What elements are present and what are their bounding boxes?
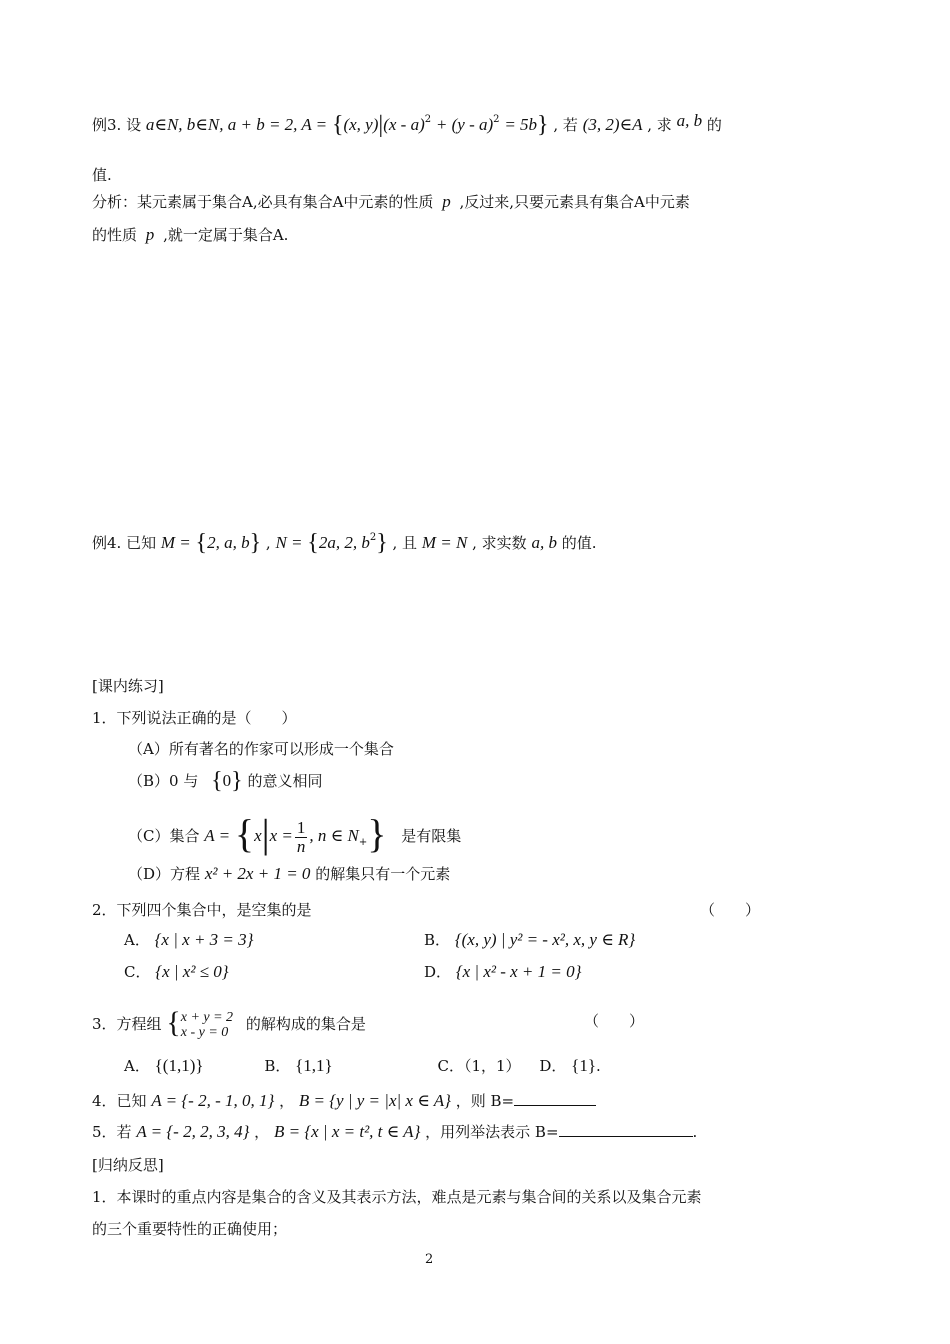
q3-option-b: {1,1} [295, 1056, 333, 1075]
example-3-point: (3, 2)∈A [582, 115, 643, 134]
set-element: (x, y) [343, 115, 379, 134]
q4-answer-blank[interactable] [514, 1091, 596, 1106]
set-n-elements: 2a, 2, b [318, 533, 370, 552]
question-3: 3．方程组 { x + y = 2 x - y = 0 的解构成的集合是 [92, 1006, 366, 1040]
analysis-line-1: 分析：某元素属于集合A,必具有集合A中元素的性质 p ,反过来,只要元素具有集合A中元素 [92, 192, 690, 211]
property-p: p [145, 225, 155, 244]
set-condition-part-1: (x - a) [383, 115, 425, 134]
question-2: 2．下列四个集合中，是空集的是 [92, 901, 312, 919]
q2-option-a: A． {x | x + 3 = 3} [124, 930, 254, 949]
property-p: p [442, 192, 451, 211]
analysis-line-2: 的性质 p ,就一定属于集合A. [92, 225, 289, 244]
example-3-label: 例3. 设 [92, 116, 142, 134]
q2-answer-paren: （ ） [700, 901, 761, 919]
q1-option-d: （D）方程 x² + 2x + 1 = 0 的解集只有一个元素 [128, 864, 451, 883]
page-number: 2 [425, 1252, 434, 1267]
example-4-label: 例4. 已知 [92, 534, 157, 552]
q3-answer-paren: （ ） [584, 1012, 645, 1030]
q3-options: A． {(1,1)} B． {1,1} C．（1，1） D． {1}. [124, 1056, 601, 1075]
q1-option-a: （A）所有著名的作家可以形成一个集合 [128, 740, 394, 758]
question-5: 5．若 A = {- 2, 2, 3, 4} ， B = {x | x = t², t ∈ A} ，用列举法表示 B= . [92, 1122, 698, 1141]
summary-line-2: 的三个重要特性的正确使用； [92, 1220, 288, 1238]
example-3-condition: a∈N, b∈N, a + b = 2, A = [145, 115, 328, 134]
set-condition-part-2: + (y - a) [435, 115, 494, 134]
example-3-line-1: 例3. 设 a∈N, b∈N, a + b = 2, A = {(x, y)|(x - a)$^2$ + (y - a)$^2$ = 5b} , 若 (3, 2)∈A , 求 a, b 的 [92, 111, 722, 138]
question-1: 1．下列说法正确的是（ ） [92, 709, 297, 727]
q2-option-b: B． {(x, y) | y² = - x², x, y ∈ R} [424, 930, 636, 949]
example-3-vars: a, b [676, 111, 703, 130]
q1-option-c: （C）集合 A = {x|x = $\frac{1}{n}$ , n ∈ $N_+$} 是有限集 [128, 811, 462, 856]
equation-system: x + y = 2 x - y = 0 [180, 1010, 234, 1040]
q3-option-d: {1} [571, 1056, 596, 1075]
q2-option-c: C． {x | x² ≤ 0} [124, 962, 229, 981]
q5-answer-blank[interactable] [559, 1122, 693, 1137]
set-m-elements: 2, a, b [207, 533, 250, 552]
q1-equation: x² + 2x + 1 = 0 [204, 864, 311, 883]
q2-option-d: D． {x | x² - x + 1 = 0} [424, 962, 582, 981]
example-4-line: 例4. 已知 M = {2, a, b} , N = {2a, 2, $b^2$} , 且 M = N , 求实数 a, b 的值. [92, 530, 597, 556]
q3-option-a: {(1,1)} [154, 1056, 204, 1075]
question-4: 4．已知 A = {- 2, - 1, 0, 1} ， B = {y | y = |x| x ∈ A} ，则 B= [92, 1091, 596, 1111]
practice-heading: [课内练习] [92, 677, 164, 695]
q3-option-c: C．（1，1） [437, 1057, 521, 1075]
example-3-line-2: 值. [92, 166, 112, 184]
set-condition-part-3: = 5b [504, 115, 538, 134]
q1-option-b: （B）0 与 {0} 的意义相同 [128, 768, 323, 794]
summary-heading: [归纳反思] [92, 1156, 164, 1174]
summary-line-1: 1．本课时的重点内容是集合的含义及其表示方法，难点是元素与集合间的关系以及集合元素 [92, 1188, 702, 1206]
